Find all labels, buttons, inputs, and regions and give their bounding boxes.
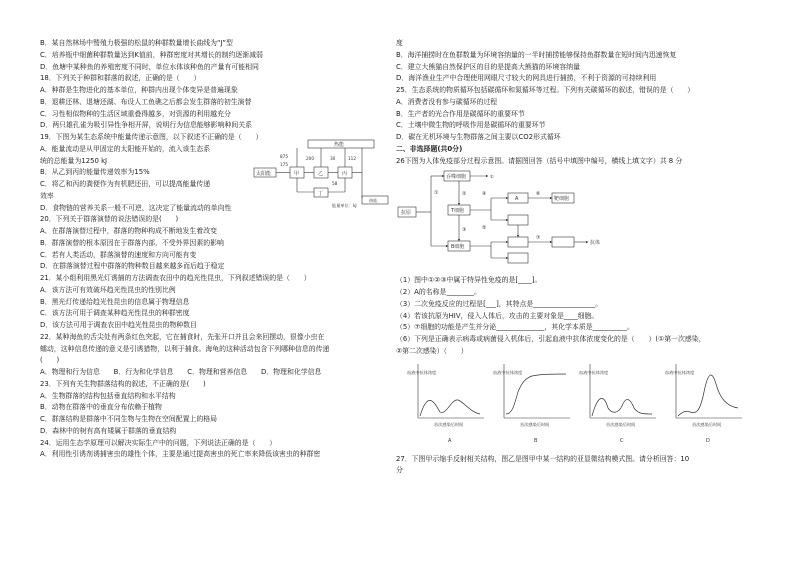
value-200: 200 xyxy=(306,155,314,161)
num-2: ② xyxy=(462,191,467,198)
num-5: ⑤ xyxy=(482,225,487,232)
text-line: D．在群落演替过程中群落的物种数目越来越多而后趋于稳定 xyxy=(40,262,225,271)
num-1: ① xyxy=(434,190,439,197)
value-30: 30 xyxy=(330,155,336,161)
text-line: B．海洋捕捞时在鱼群数量为环境容纳量的一半时捕捞能够保持鱼群数量在短时间内迅速恢复 xyxy=(396,50,677,59)
text-line: D．海洋渔业生产中合理使用网眼尺寸较大的网具进行捕捞，不利于资源的可持续利用 xyxy=(396,74,657,83)
ylabel-d: 血液中抗体浓度 xyxy=(665,369,695,375)
text-line: C．习性相似物种的生活区域重叠得越多，对资源的利用越充分 xyxy=(40,109,231,118)
text-line: B．黑光灯传递给趋光性昆虫的信息属于物理信息 xyxy=(40,297,190,306)
ylabel-c: 血液中抗体浓度 xyxy=(579,369,609,375)
text-line: A．物理和行为信息 B．行为和化学信息 C．物理和营养信息 D．物理和化学信息 xyxy=(40,368,322,376)
label-d: D xyxy=(706,437,710,444)
text-line: C．培养瓶中细菌种群数量达到K值前，种群密度对其增长的制约逐渐减弱 xyxy=(40,50,263,59)
text-line: D．森林中的树有高有矮属于群落的垂直结构 xyxy=(40,426,177,435)
label-a: A xyxy=(448,437,452,444)
label-c: C xyxy=(620,437,624,444)
value-58: 58 xyxy=(332,180,338,186)
text-line: A．在群落演替过程中，群落的物种构成不断地发生着改变 xyxy=(40,227,217,235)
question-26: 26下图为人体免疫部分过程示意图。请据图回答（括号中填图中编号，横线上填文字）共 8 分 xyxy=(396,156,683,165)
node-jia: 甲 xyxy=(294,170,300,177)
graph-c xyxy=(579,364,656,444)
text-line: A．利用性引诱剂诱捕害虫的雄性个体，主要是通过提高害虫的死亡率来降低该害虫的种群密 xyxy=(40,450,321,459)
heat-label-2: 热能 xyxy=(369,197,378,203)
text-line: B．群落演替的根本原因在于群落内部，不受外界因素的影响 xyxy=(40,238,224,247)
q26-sub-2: （2）A的名称是________。 xyxy=(396,288,481,296)
text-line: 统的总能量为1250 kJ xyxy=(40,156,108,165)
graph-d xyxy=(665,364,742,444)
text-line: A．生物群落的结构包括垂直结构和水平结构 xyxy=(40,391,176,400)
text-line: 蠕动，这种信息传递的意义是引诱猎物，以利于捕食。海龟的这种活动包含下列哪种信息的传递 xyxy=(40,344,330,353)
num-7: ⑦ xyxy=(536,235,541,242)
question-21: 21．某小组利用黑光灯诱捕的方法调查农田中的趋光性昆虫，下列叙述错误的是（ ） xyxy=(40,274,311,282)
text-line: B．退耕还林、退塘还湖、布设人工鱼礁之后都会发生群落的初生演替 xyxy=(40,97,252,106)
text-line: B．动物在群落中的垂直分布依赖于植物 xyxy=(40,403,162,412)
text-line: C．若有人类活动，群落演替的速度和方向可能有变 xyxy=(40,250,197,259)
xlabel-c: 首次感染后时间 xyxy=(606,421,636,427)
question-27-cont: 分 xyxy=(396,466,403,475)
xlabel-d: 首次感染后时间 xyxy=(692,421,722,427)
text-line: C．建立大熊猫自然保护区的目的是提高大熊猫的环境容纳量 xyxy=(396,62,580,71)
q26-sub-3: （3）二次免疫反应的过程是[___]，其特点是__________________。 xyxy=(396,299,603,308)
text-line: C．群落结构是群落中不同生物与生物在空间配置上的格局 xyxy=(40,415,218,423)
heat-label: 热能 xyxy=(334,141,345,148)
q26-sub-4: （4）若该抗原为HIV，侵入人体后，攻击的主要对象是____细胞。 xyxy=(396,311,599,320)
ylabel-b: 血液中抗体浓度 xyxy=(493,369,523,375)
graph-a xyxy=(407,364,484,444)
antibody-graphs-area xyxy=(396,358,754,454)
node-yi: 乙 xyxy=(318,170,324,177)
value-112: 112 xyxy=(348,155,356,161)
text-line: D．该方法可用于调查农田中趋光性昆虫的物种数目 xyxy=(40,321,197,329)
text-line: A．种群是生物进化的基本单位，种群内出现个体变异是普遍现象 xyxy=(40,86,238,94)
node-bing: 丙 xyxy=(342,170,348,177)
b-cell-label: B细胞 xyxy=(451,244,465,251)
sun-label: 太阳能 xyxy=(256,170,272,177)
cell-a-label: A xyxy=(515,196,519,203)
energy-flow-diagram xyxy=(250,138,395,208)
node-ding: 丁 xyxy=(318,190,324,197)
phagocyte-label: 吞噬细胞 xyxy=(446,174,467,181)
text-line: D．两只雄孔雀为吸引异性争相开屏，说明行为信息能够影响种间关系 xyxy=(40,121,253,130)
text-line: ( ) xyxy=(40,356,60,365)
question-25: 25．生态系统的物质循环包括碳循环和氮循环等过程。下列有关碳循环的叙述，错误的是（ ） xyxy=(396,86,695,94)
label-b: B xyxy=(534,437,538,444)
text-line: D．碳在无机环境与生物群落之间主要以CO2形式循环 xyxy=(396,133,561,141)
text-line: A．该方法可有效破坏趋光性昆虫的性别比例 xyxy=(40,285,176,294)
question-22: 22．某种海鱼的舌尖处有两条红色突起，它在捕食时，先张开口并且会来回摆动，很像小虫在 xyxy=(40,332,325,341)
text-line: A．消费者没有参与碳循环的过程 xyxy=(396,97,498,106)
num-6: ⑥ xyxy=(536,191,541,198)
text-line: C．土壤中微生物的呼吸作用是碳循环的重要环节 xyxy=(396,121,546,130)
text-line: 度 xyxy=(396,39,403,47)
text-line: D．食物链的营养关系一般不可逆，这决定了能量流动的单向性 xyxy=(40,203,232,212)
value-175: 175 xyxy=(280,161,288,167)
energy-unit-caption: 能量单位：kJ xyxy=(332,202,357,208)
other-pathway-label: ① xyxy=(490,174,494,180)
ylabel-a: 血液中抗体浓度 xyxy=(407,369,437,375)
num-3: ③ xyxy=(462,227,467,234)
right-column xyxy=(396,38,754,477)
question-18: 18．下列关于种群和群落的叙述，正确的是（ ） xyxy=(40,74,201,83)
q26-sub-6-cont: ②第二次感染）（ ） xyxy=(396,346,468,355)
text-line: 效率 xyxy=(40,191,54,200)
question-20: 20．下列关于群落演替的说法错误的是( ) xyxy=(40,215,179,224)
text-line: C．将乙和丙的粪便作为有机肥还田，可以提高能量传递 xyxy=(40,180,211,188)
xlabel-a: 首次感染后时间 xyxy=(434,421,464,427)
section-heading: 二、非选择题(共0分) xyxy=(396,144,463,153)
question-23: 23．下列有关生物群落结构的叙述，不正确的是( ) xyxy=(40,379,206,388)
text-line: D．鱼塘中某种鱼的养殖密度不同时，单位水体该种鱼的产量有可能相同 xyxy=(40,62,259,71)
text-line: B．从乙到丙的能量传递效率为15% xyxy=(40,168,150,177)
num-4: ④ xyxy=(482,191,487,198)
text-line: C．该方法可用于调查某种趋光性昆虫的种群密度 xyxy=(40,309,190,318)
immune-diagram-area xyxy=(396,167,754,275)
graph-b xyxy=(493,364,570,444)
value-875: 875 xyxy=(280,153,288,159)
question-19: 19．下图为某生态系统中能量传递示意图，以下叙述不正确的是（ ） xyxy=(40,133,263,141)
left-column xyxy=(40,38,392,461)
antibody-label: 抗体 xyxy=(590,240,601,247)
t-cell-label: T细胞 xyxy=(451,208,465,215)
xlabel-b: 首次感染后时间 xyxy=(520,421,550,427)
q26-sub-5: （5）⑦细胞的功能是产生并分泌______________，其化学本质是__________。 xyxy=(396,323,634,332)
text-line: A．能量流动是从甲固定的太阳能开始的，流入该生态系 xyxy=(40,144,211,153)
antibody-graphs xyxy=(396,358,756,454)
target-cell-label: 靶细胞 xyxy=(554,196,570,203)
text-line: B．生产者的光合作用是碳循环的重要环节 xyxy=(396,109,525,118)
question-24: 24．运用生态学原理可以解决实际生产中的问题，下列说法正确的是（ ） xyxy=(40,438,277,447)
q26-sub-6: （6）下列是正确表示病毒或病菌侵入机体后，引起血液中抗体浓度变化的是（ ）(①第一次感染， xyxy=(396,335,706,343)
question-27: 27．下图甲示缩手反射相关结构，图乙是图甲中某一结构的亚显微结构模式图。请分析回答：10 xyxy=(396,454,690,463)
text-line: B．某自然林场中鹫殖力极强的松鼠的种群数量增长曲线为“J”型 xyxy=(40,39,233,47)
immune-process-diagram xyxy=(396,163,656,271)
q26-sub-1: （1）图中①②③中属于特异性免疫的是[____]。 xyxy=(396,276,542,285)
antigen-label: 抗原 xyxy=(401,210,412,217)
